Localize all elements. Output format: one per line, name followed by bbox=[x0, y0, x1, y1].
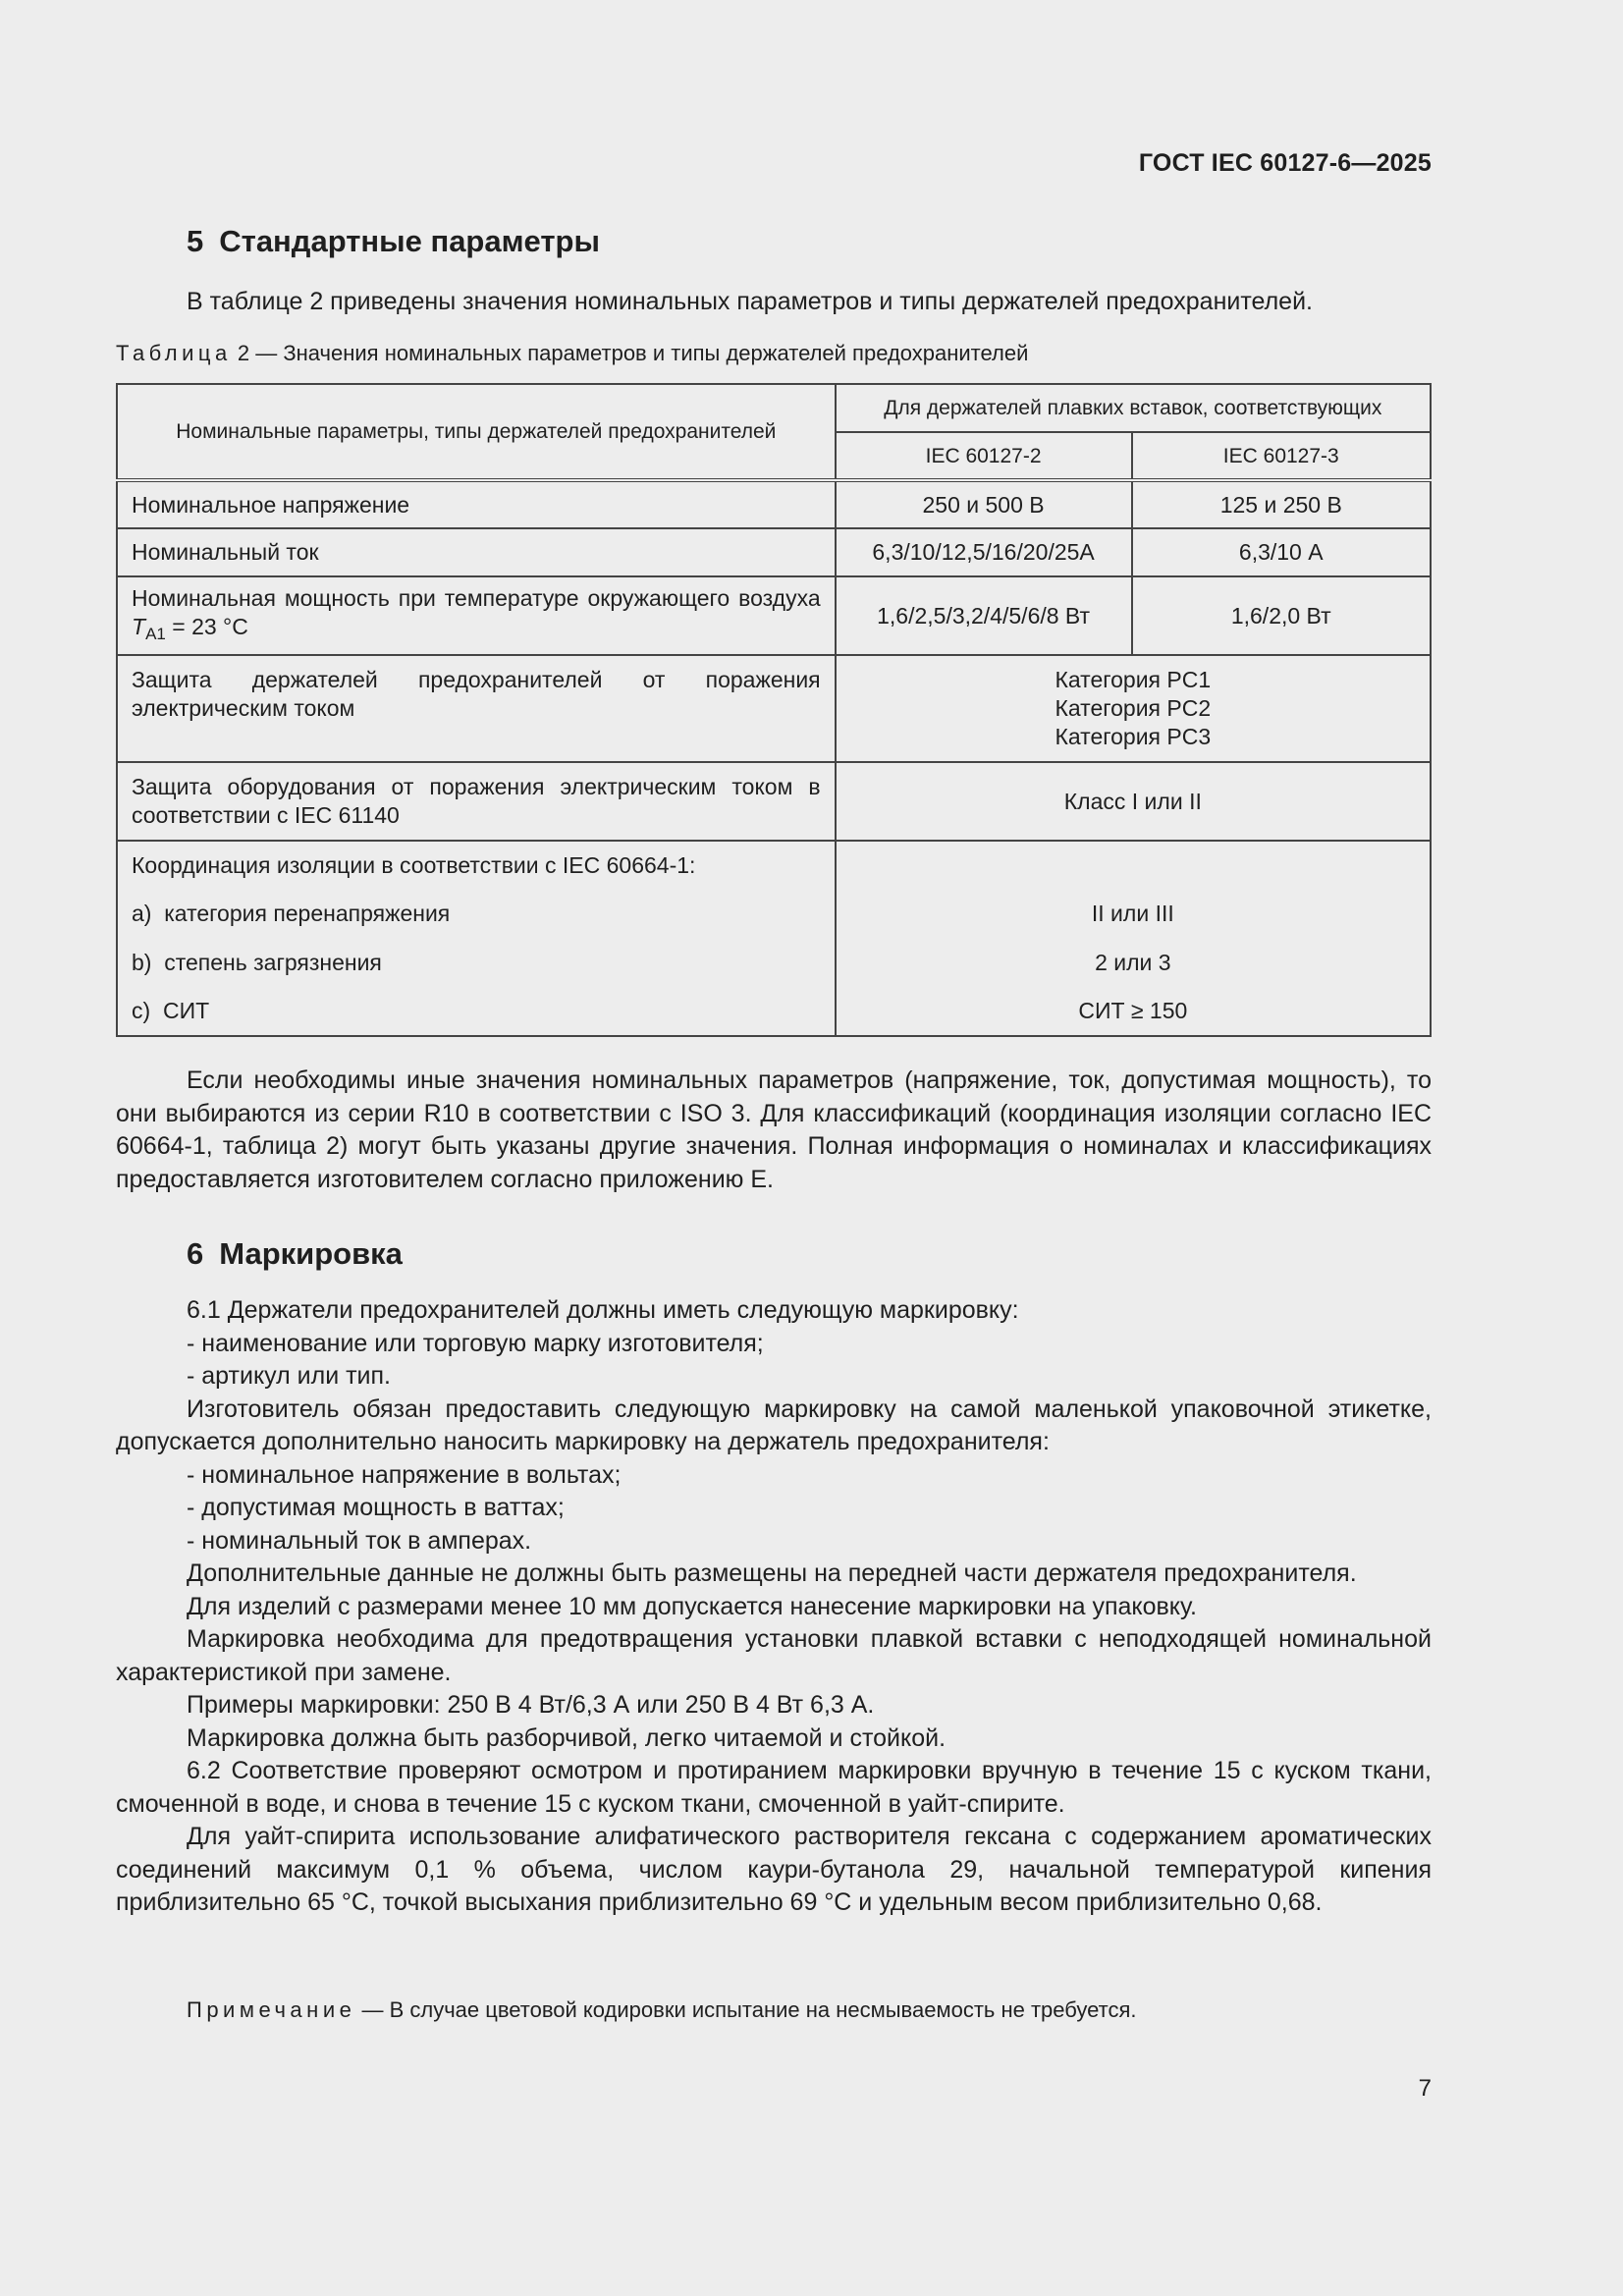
row-value-1: 6,3/10/12,5/16/20/25А bbox=[836, 528, 1132, 576]
coordination-title: Координация изоляции в соответствии с IEC 60664-1: bbox=[117, 841, 836, 890]
section-6-body bbox=[116, 1294, 1432, 1920]
category-pc3: Категория PC3 bbox=[1055, 724, 1212, 749]
coordination-item bbox=[117, 890, 836, 938]
table-caption-label: Таблица bbox=[116, 341, 232, 365]
table-row bbox=[117, 938, 1431, 987]
clause-6-1: 6.1 Держатели предохранителей должны иметь следующую маркировку: bbox=[187, 1296, 1019, 1324]
document-code: ГОСТ IEC 60127-6—2025 bbox=[1138, 149, 1432, 177]
header-param-cell: Номинальные параметры, типы держателей предохранителей bbox=[117, 384, 836, 480]
item-text: степень загрязнения bbox=[164, 949, 382, 975]
coordination-blank bbox=[836, 841, 1431, 890]
manufacturer-paragraph: Изготовитель обязан предоставить следующую маркировку на самой маленькой упаковочной этикетке, допускается дополнительно наносить маркировку на держатель предохранителя: bbox=[116, 1394, 1432, 1455]
clause-6-2: 6.2 Соответствие проверяют осмотром и протиранием маркировки вручную в течение 15 с куском ткани, смоченной в воде, и снова в течение 15 с куском ткани, смоченной в уайт-спирите. bbox=[116, 1757, 1432, 1818]
table-caption bbox=[116, 341, 1028, 366]
table-caption-text: 2 — Значения номинальных параметров и типы держателей предохранителей bbox=[237, 341, 1029, 365]
item-label: a) bbox=[132, 901, 152, 926]
section-6-title: Маркировка bbox=[219, 1236, 403, 1271]
table-row bbox=[117, 480, 1431, 528]
note-label: Примечание bbox=[187, 1997, 356, 2022]
list-item: - наименование или торговую марку изготовителя; bbox=[187, 1329, 764, 1357]
prevention-paragraph: Маркировка необходима для предотвращения установки плавкой вставки с неподходящей номинальной характеристикой при замене. bbox=[116, 1625, 1432, 1686]
section-6-heading bbox=[187, 1236, 403, 1272]
table-header-row bbox=[117, 384, 1431, 432]
item-label: c) bbox=[132, 998, 151, 1023]
row-param: Номинальное напряжение bbox=[117, 480, 836, 528]
power-param-text: Номинальная мощность при температуре окружающего воздуха bbox=[132, 584, 821, 611]
category-pc2: Категория PC2 bbox=[1055, 695, 1212, 721]
note bbox=[187, 1997, 1137, 2023]
table-row bbox=[117, 841, 1431, 890]
list-item: - номинальное напряжение в вольтах; bbox=[187, 1460, 622, 1489]
table-row bbox=[117, 762, 1431, 841]
row-value-1: 1,6/2,5/3,2/4/5/6/8 Вт bbox=[836, 576, 1132, 655]
section-5-heading bbox=[187, 224, 600, 259]
coordination-item bbox=[117, 987, 836, 1036]
coordination-value: II или III bbox=[836, 890, 1431, 938]
table-row bbox=[117, 576, 1431, 655]
front-paragraph: Дополнительные данные не должны быть размещены на передней части держателя предохранителя. bbox=[187, 1559, 1357, 1587]
list-item: - номинальный ток в амперах. bbox=[187, 1526, 532, 1555]
header-group-cell: Для держателей плавких вставок, соответствующих bbox=[836, 384, 1431, 432]
examples-paragraph: Примеры маркировки: 250 В 4 Вт/6,3 А или 250 В 4 Вт 6,3 А. bbox=[187, 1691, 875, 1719]
item-text: CИТ bbox=[162, 998, 210, 1023]
white-spirit-paragraph: Для уайт-спирита использование алифатического растворителя гексана с содержанием ароматических соединений максимум 0,1 % объема, числом каури-бутанола 29, начальной температурой кипения приблизительно 65 °C, точкой высыхания приблизительно 69 °C и удельным весом приблизительно 0,68. bbox=[116, 1823, 1432, 1916]
temperature-subscript: A1 bbox=[145, 624, 166, 643]
page-number: 7 bbox=[1418, 2075, 1432, 2102]
after-table-paragraph: Если необходимы иные значения номинальных параметров (напряжение, ток, допустимая мощность), то они выбираются из серии R10 в соответствии с ISO 3. Для классификаций (координация изоляции согласно IEC 60664-1, таблица 2) могут быть указаны другие значения. Полная информация о номиналах и классификациях предоставляется изготовителем согласно приложению E. bbox=[116, 1066, 1432, 1193]
row-value-1: 250 и 500 В bbox=[836, 480, 1132, 528]
header-col-iec-60127-2: IEC 60127-2 bbox=[836, 432, 1132, 480]
temperature-symbol: T bbox=[132, 613, 146, 639]
coordination-value: 2 или 3 bbox=[836, 938, 1431, 987]
row-param: Защита держателей предохранителей от поражения электрическим током bbox=[117, 655, 836, 762]
table-row bbox=[117, 987, 1431, 1036]
table-row bbox=[117, 528, 1431, 576]
temperature-value: = 23 °C bbox=[165, 613, 248, 639]
row-param: Номинальный ток bbox=[117, 528, 836, 576]
row-value-2: 125 и 250 В bbox=[1132, 480, 1431, 528]
table-row bbox=[117, 655, 1431, 762]
coordination-value: CИТ ≥ 150 bbox=[836, 987, 1431, 1036]
row-value-2: 1,6/2,0 Вт bbox=[1132, 576, 1431, 655]
section-5-title: Стандартные параметры bbox=[219, 224, 600, 258]
row-param bbox=[117, 576, 836, 655]
parameters-table bbox=[116, 383, 1432, 1037]
item-label: b) bbox=[132, 949, 152, 975]
category-pc1: Категория PC1 bbox=[1055, 667, 1212, 692]
list-item: - допустимая мощность в ваттах; bbox=[187, 1494, 565, 1521]
table-row bbox=[117, 890, 1431, 938]
section-5-number: 5 bbox=[187, 224, 204, 258]
legibility-paragraph: Маркировка должна быть разборчивой, легко читаемой и стойкой. bbox=[187, 1723, 947, 1752]
item-text: категория перенапряжения bbox=[164, 901, 451, 926]
note-text: — В случае цветовой кодировки испытание на несмываемость не требуется. bbox=[355, 1997, 1137, 2022]
header-col-iec-60127-3: IEC 60127-3 bbox=[1132, 432, 1431, 480]
row-value-merged bbox=[836, 655, 1431, 762]
row-param: Защита оборудования от поражения электрическим током в соответствии с IEC 61140 bbox=[117, 762, 836, 841]
section-5-intro: В таблице 2 приведены значения номинальных параметров и типы держателей предохранителей. bbox=[187, 288, 1313, 315]
section-6-number: 6 bbox=[187, 1236, 204, 1271]
row-value-2: 6,3/10 А bbox=[1132, 528, 1431, 576]
small-items-paragraph: Для изделий с размерами менее 10 мм допускается нанесение маркировки на упаковку. bbox=[187, 1592, 1197, 1620]
list-item: - артикул или тип. bbox=[187, 1362, 392, 1390]
coordination-item bbox=[117, 938, 836, 987]
row-value-merged: Класс I или II bbox=[836, 762, 1431, 841]
